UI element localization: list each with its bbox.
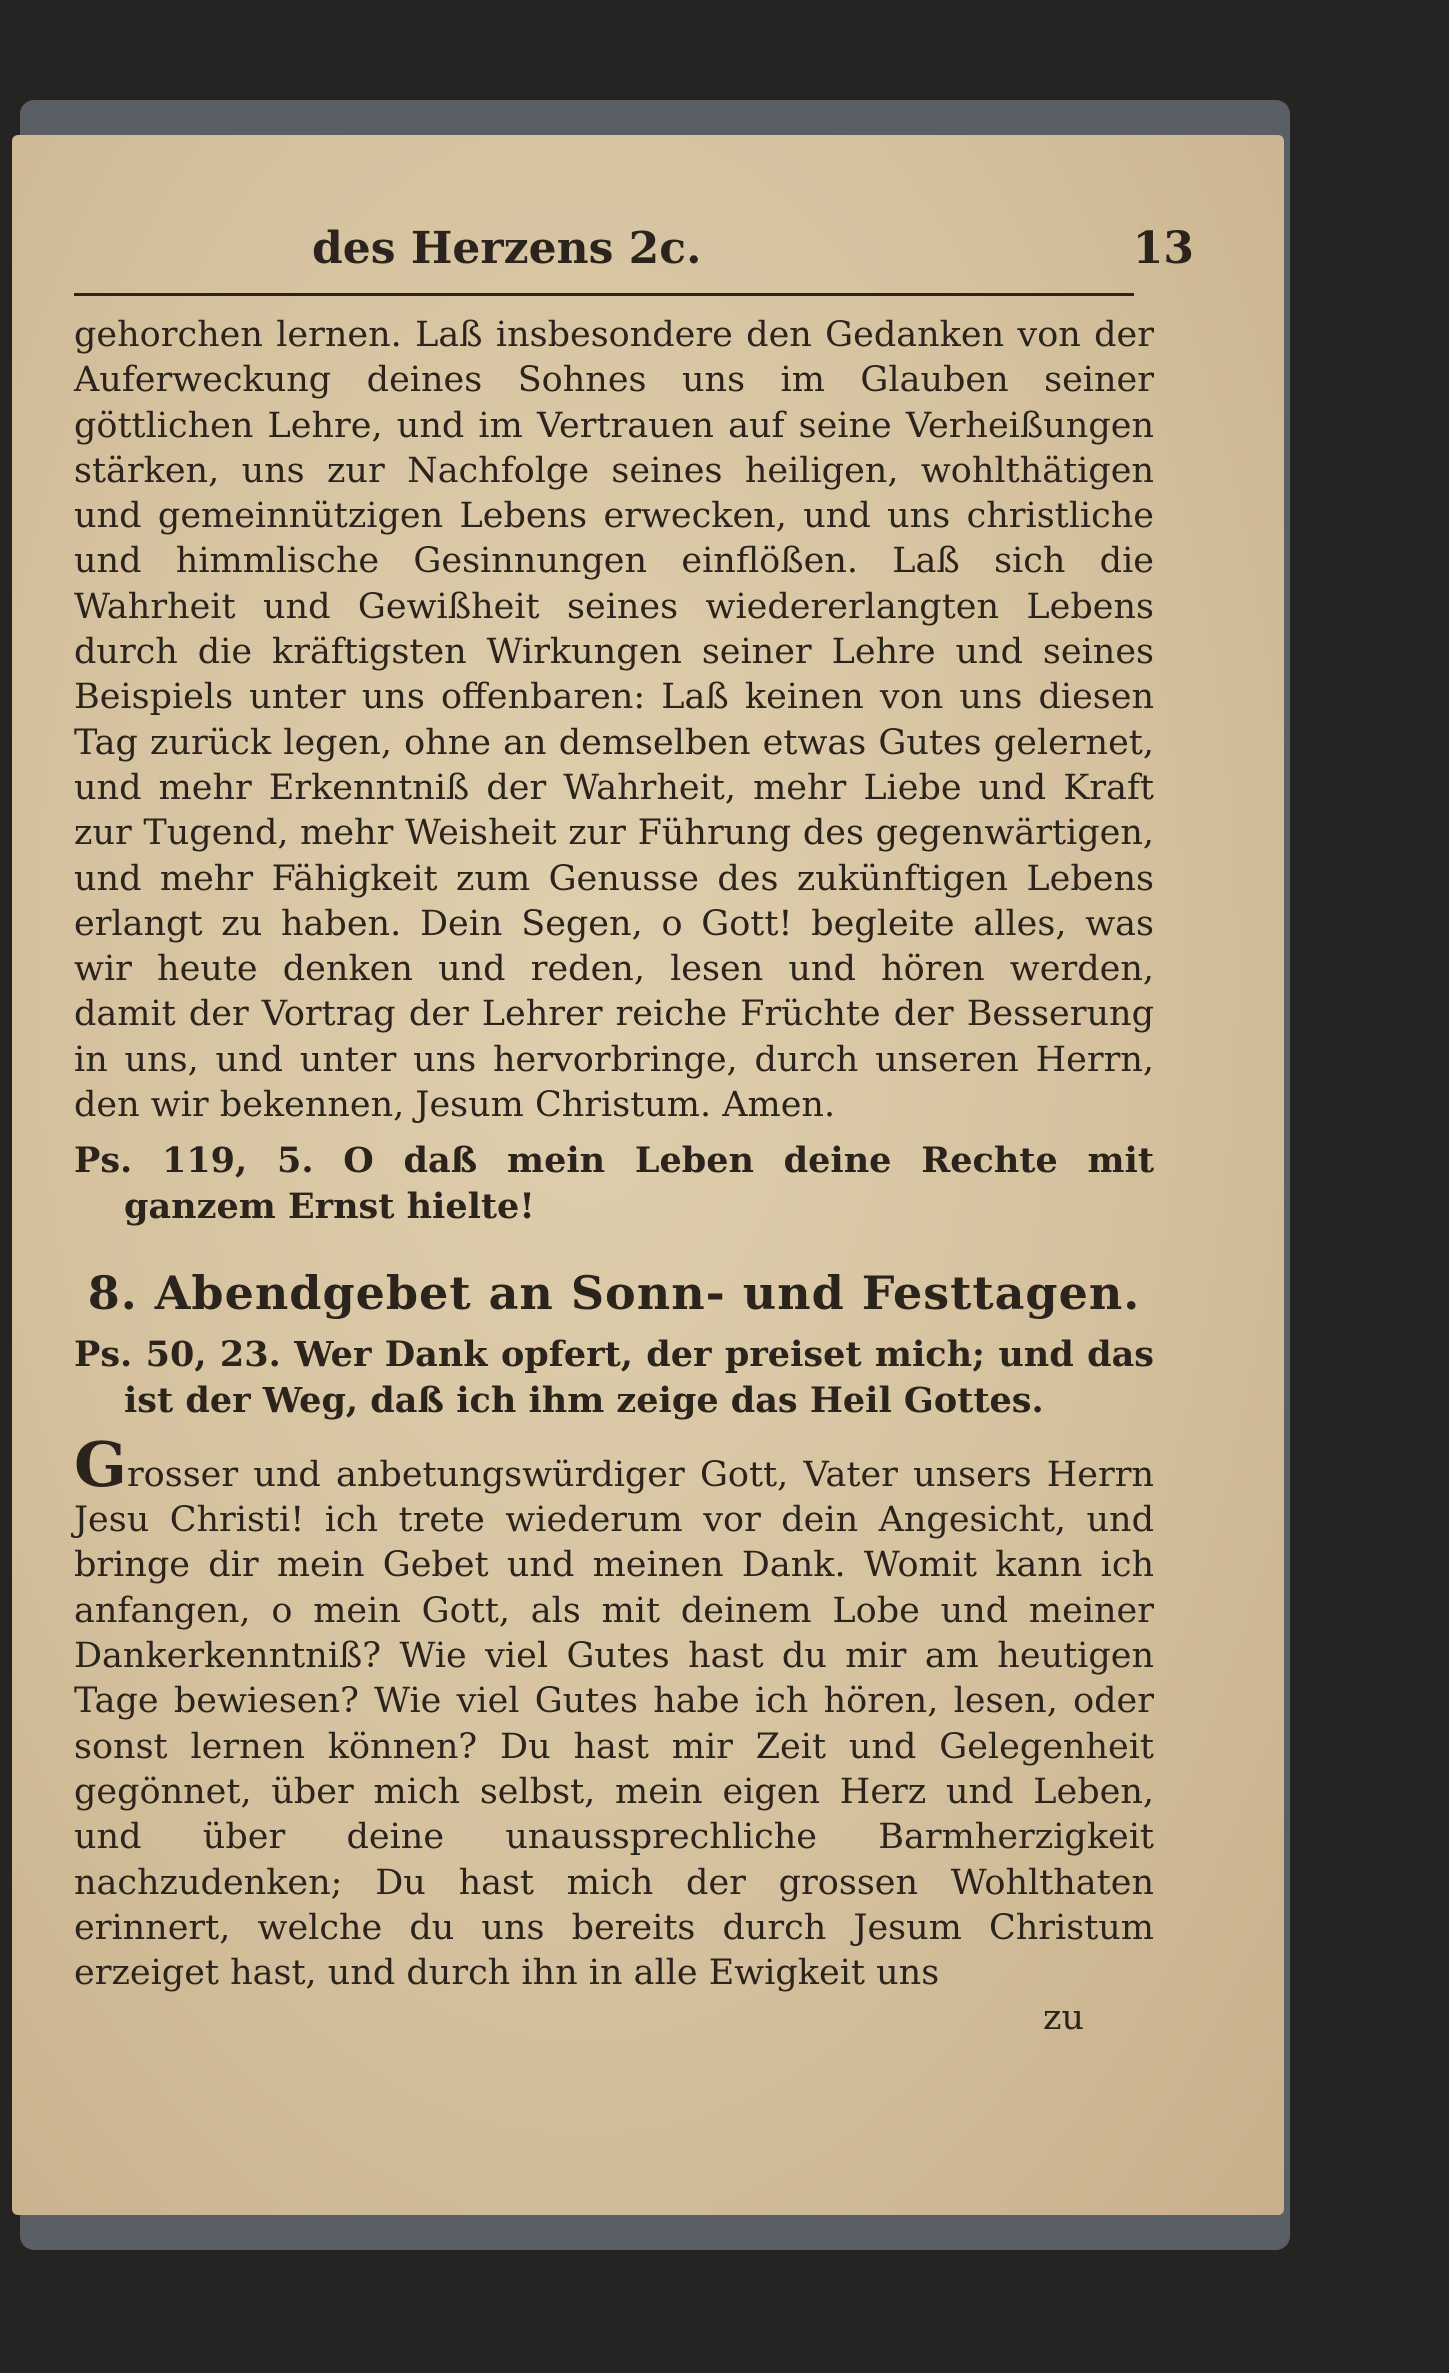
prayer-continuation-paragraph: gehorchen lernen. Laß insbesondere den Gedanken von der Auferweckung deines Sohnes uns im Glauben seiner göttlichen Lehre, und im Vertrauen auf seine Verheißungen stärken, uns zur Nachfolge seines heiligen, wohlthätigen und gemeinnützigen Lebens erwecken, und uns christliche und himmlische Gesinnungen einflößen. Laß sich die Wahrheit und Gewißheit seines wiedererlangten Lebens durch die kräftigsten Wirkungen seiner Lehre und seines Beispiels unter uns offenbaren: Laß keinen von uns diesen Tag zurück legen, ohne an demselben etwas Gutes gelernet, und mehr Erkenntniß der Wahrheit, mehr Liebe und Kraft zur Tugend, mehr Weisheit zur Führung des gegenwärtigen, und mehr Fähigkeit zum Genusse des zukünftigen Lebens erlangt zu haben. Dein Segen, o Gott! begleite alles, was wir heute denken und reden, lesen und hören werden, damit der Vortrag der Lehrer reiche Früchte der Besserung in uns, und unter uns hervorbringe, durch unseren Herrn, den wir bekennen, Jesum Christum. Amen.: [74, 315, 1154, 1126]
page-header: [312, 223, 1194, 274]
page-number: 13: [1132, 223, 1194, 274]
psalm-verse: Ps. 50, 23. Wer Dank opfert, der preiset mich; und das ist der Weg, daß ich ihm zeige das Heil Gottes.: [74, 1334, 1154, 1421]
drop-cap-initial: G: [74, 1427, 127, 1501]
section-heading: 8. Abendgebet an Sonn- und Festtagen.: [87, 1265, 1141, 1320]
evening-prayer-paragraph: [74, 1427, 1154, 1997]
book-page: [12, 135, 1284, 2215]
psalm-verse: Ps. 119, 5. O daß mein Leben deine Rechte mit ganzem Ernst hielte!: [74, 1140, 1154, 1227]
prayer-text: rosser und anbetungswürdiger Gott, Vater unsers Herrn Jesu Christi! ich trete wiederum vor dein Angesicht, und bringe dir mein Gebet und meinen Dank. Womit kann ich anfangen, o mein Gott, als mit deinem Lobe und meiner Dankerkenntniß? Wie viel Gutes hast du mir am heutigen Tage bewiesen? Wie viel Gutes habe ich hören, lesen, oder sonst lernen können? Du hast mir Zeit und Gelegenheit gegönnet, über mich selbst, mein eigen Herz und Leben, und über deine unaussprechliche Barmherzigkeit nachzudenken; Du hast mich der grossen Wohlthaten erinnert, welche du uns bereits durch Jesum Christum erzeiget hast, und durch ihn in alle Ewigkeit uns: [74, 1454, 1154, 1994]
header-rule: [74, 293, 1134, 296]
catchword: zu: [1043, 1998, 1084, 2039]
running-head: des Herzens 2c.: [312, 223, 702, 274]
page-body: [74, 313, 1154, 2042]
